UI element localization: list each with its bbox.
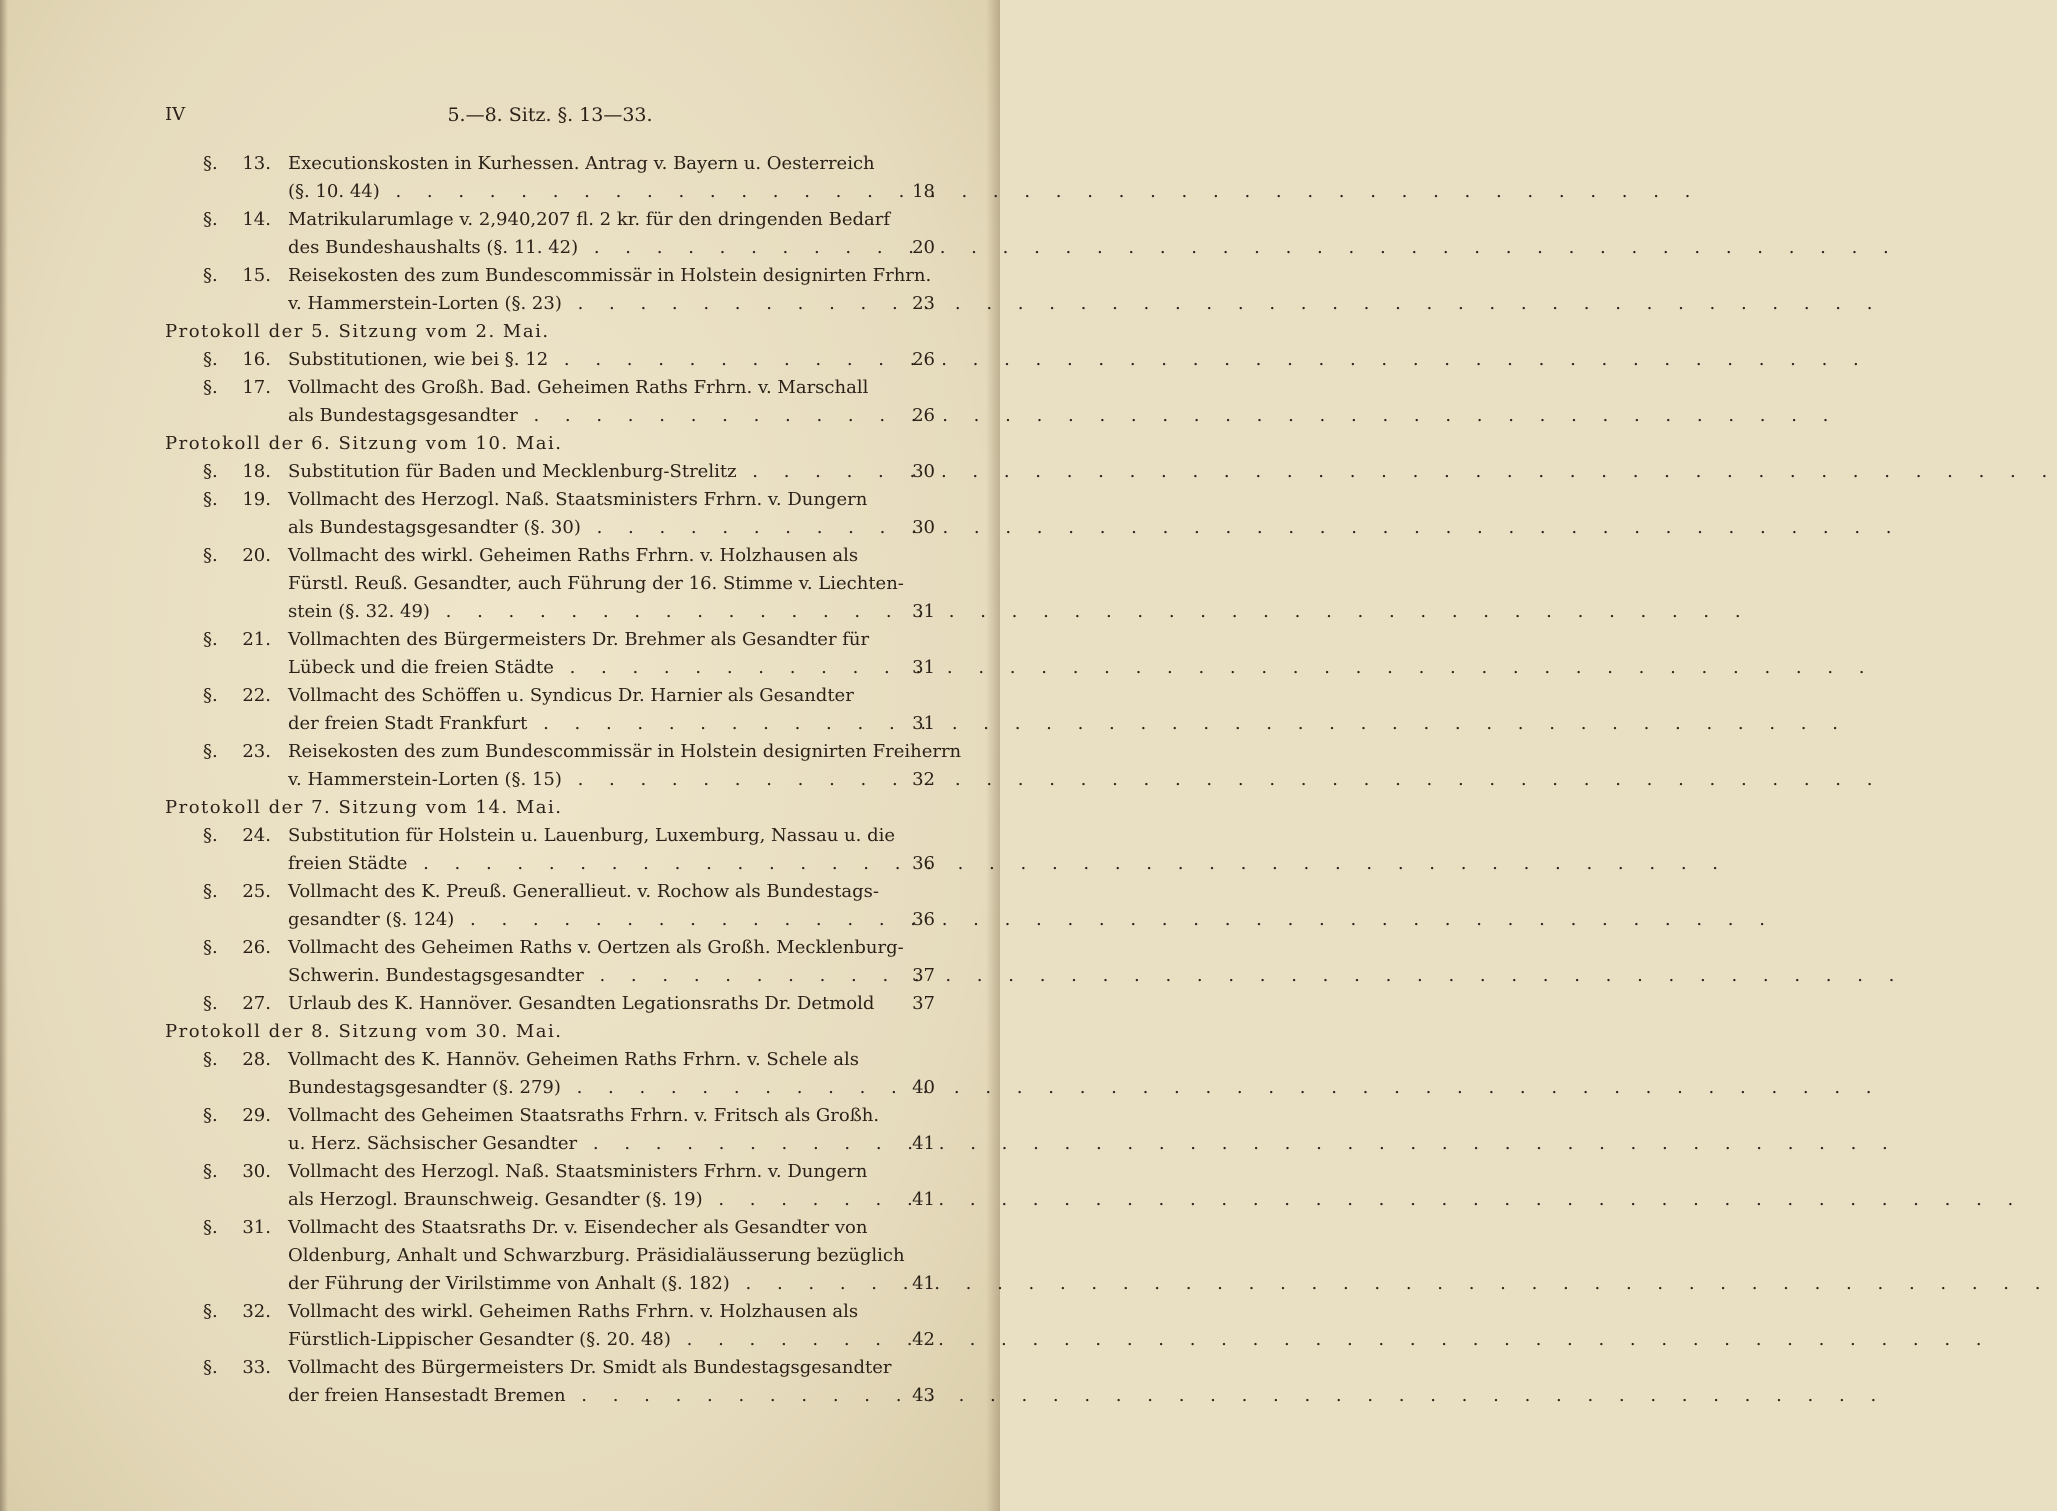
entry-line: als Herzogl. Braunschweig. Gesandter (§. 19) . . . (288, 1186, 865, 1214)
toc-entry (165, 990, 935, 1018)
entry-line: Vollmacht des Herzogl. Naß. Staatsministers Frhrn. v. Dungern (288, 1161, 868, 1182)
section-number: 13. (242, 153, 271, 174)
entry-text (288, 878, 879, 934)
toc-entry (165, 486, 935, 542)
section-sign: §. (203, 1217, 218, 1238)
section-number: 18. (242, 461, 271, 482)
page-reference: 30 (912, 461, 935, 482)
entry-line: Urlaub des K. Hannöver. Gesandten Legationsraths Dr. Detmold (288, 993, 875, 1014)
entry-line: gesandter (§. 124) . . . (288, 906, 865, 934)
entry-text (288, 458, 865, 486)
section-sign: §. (203, 461, 218, 482)
toc-entry (165, 542, 935, 626)
toc-entry (165, 150, 935, 206)
page-reference: 43 (912, 1385, 935, 1406)
section-number: 17. (242, 377, 271, 398)
entry-line: Vollmacht des wirkl. Geheimen Raths Frhrn. v. Holzhausen als (288, 1301, 859, 1322)
toc-entry (165, 1354, 935, 1410)
entry-line: Reisekosten des zum Bundescommissär in Holstein designirten Frhrn. (288, 265, 932, 286)
section-sign: §. (203, 825, 218, 846)
section-number: 28. (242, 1049, 271, 1070)
entry-text (288, 374, 869, 430)
section-number: 21. (242, 629, 271, 650)
toc-entry (165, 934, 935, 990)
page-reference: 31 (912, 657, 935, 678)
entry-line: Oldenburg, Anhalt und Schwarzburg. Präsidialäusserung bezüglich (288, 1245, 905, 1266)
section-sign: §. (203, 153, 218, 174)
section-number: 31. (242, 1217, 271, 1238)
toc-entry (165, 1158, 935, 1214)
section-number: 22. (242, 685, 271, 706)
entry-line: Fürstl. Reuß. Gesandter, auch Führung der 16. Stimme v. Liechten- (288, 573, 904, 594)
entry-line: Vollmacht des Staatsraths Dr. v. Eisendecher als Gesandter von (288, 1217, 868, 1238)
page-reference: 41 (912, 1133, 935, 1154)
toc-entry (165, 738, 962, 794)
entry-line: Vollmacht des Großh. Bad. Geheimen Raths Frhrn. v. Marschall (288, 377, 869, 398)
section-sign: §. (203, 545, 218, 566)
entry-line: als Bundestagsgesandter . . . (288, 402, 865, 430)
entry-line: Vollmacht des K. Hannöv. Geheimen Raths Frhrn. v. Schele als (288, 1049, 859, 1070)
page-header (165, 100, 935, 132)
section-number: 19. (242, 489, 271, 510)
toc-entry (165, 682, 935, 738)
book-page (0, 0, 1000, 1511)
toc-entry (165, 1214, 935, 1298)
entry-line: Vollmachten des Bürgermeisters Dr. Brehmer als Gesandter für (288, 629, 870, 650)
entry-text (288, 1046, 865, 1102)
page-reference: 31 (912, 713, 935, 734)
entry-line: Matrikularumlage v. 2,940,207 fl. 2 kr. für den dringenden Bedarf (288, 209, 891, 230)
entry-text (288, 542, 904, 626)
section-number: 14. (242, 209, 271, 230)
page-shadow-left (0, 0, 8, 1511)
entry-line: der freien Hansestadt Bremen . . . (288, 1382, 865, 1410)
toc-entry (165, 346, 935, 374)
entry-line: Reisekosten des zum Bundescommissär in Holstein designirten Freiherrn (288, 741, 962, 762)
entry-line: Vollmacht des Bürgermeisters Dr. Smidt als Bundestagsgesandter (288, 1357, 892, 1378)
entry-line: Vollmacht des wirkl. Geheimen Raths Frhrn. v. Holzhausen als (288, 545, 859, 566)
entry-text (288, 626, 870, 682)
entry-text (288, 934, 904, 990)
entry-line: Substitution für Holstein u. Lauenburg, Luxemburg, Nassau u. die (288, 825, 896, 846)
entry-line: Vollmacht des Geheimen Raths v. Oertzen als Großh. Mecklenburg- (288, 937, 904, 958)
section-sign: §. (203, 993, 218, 1014)
entry-line: u. Herz. Sächsischer Gesandter . . . (288, 1130, 865, 1158)
page-reference: 32 (912, 769, 935, 790)
section-number: 20. (242, 545, 271, 566)
entry-line: des Bundeshaushalts (§. 11. 42) . . . (288, 234, 865, 262)
page-reference: 26 (912, 405, 935, 426)
section-number: 16. (242, 349, 271, 370)
entry-line: der Führung der Virilstimme von Anhalt (§. 182) . . . (288, 1270, 865, 1298)
entry-text (288, 262, 932, 318)
section-number: 26. (242, 937, 271, 958)
entry-text (288, 1354, 892, 1410)
section-sign: §. (203, 741, 218, 762)
page-reference: 31 (912, 601, 935, 622)
section-number: 27. (242, 993, 271, 1014)
entry-line: Vollmacht des Geheimen Staatsraths Frhrn. v. Fritsch als Großh. (288, 1105, 880, 1126)
protocol-heading: Protokoll der 7. Sitzung vom 14. Mai. (165, 797, 563, 818)
section-sign: §. (203, 629, 218, 650)
section-sign: §. (203, 265, 218, 286)
entry-line: stein (§. 32. 49) . . . (288, 598, 865, 626)
entry-line: Substitution für Baden und Mecklenburg-Strelitz . . . (288, 458, 865, 486)
toc-entry (165, 626, 935, 682)
toc-entry (165, 374, 935, 430)
entry-text (288, 486, 868, 542)
page-reference: 41 (912, 1189, 935, 1210)
page-reference: 40 (912, 1077, 935, 1098)
section-sign: §. (203, 349, 218, 370)
page-reference: 26 (912, 349, 935, 370)
toc-entry (165, 878, 935, 934)
entry-line: als Bundestagsgesandter (§. 30) . . . (288, 514, 865, 542)
toc-entry (165, 458, 935, 486)
entry-text (288, 346, 865, 374)
entry-text (288, 1214, 905, 1298)
toc-entry (165, 822, 935, 878)
entry-text (288, 206, 891, 262)
protocol-heading: Protokoll der 5. Sitzung vom 2. Mai. (165, 321, 550, 342)
section-number: 24. (242, 825, 271, 846)
entry-text (288, 682, 865, 738)
toc-entry (165, 1298, 935, 1354)
section-sign: §. (203, 377, 218, 398)
entry-text (288, 1158, 868, 1214)
page-reference: 42 (912, 1329, 935, 1350)
section-number: 29. (242, 1105, 271, 1126)
section-sign: §. (203, 209, 218, 230)
section-sign: §. (203, 685, 218, 706)
toc-entry (165, 1046, 935, 1102)
section-number: 15. (242, 265, 271, 286)
page-reference: 37 (912, 965, 935, 986)
entry-line: Vollmacht des K. Preuß. Generallieut. v. Rochow als Bundestags- (288, 881, 879, 902)
page-reference: 36 (912, 909, 935, 930)
toc-entry (165, 262, 935, 318)
page-reference: 20 (912, 237, 935, 258)
page-reference: 18 (912, 181, 935, 202)
entry-text (288, 822, 896, 878)
section-sign: §. (203, 489, 218, 510)
page-reference: 41 (912, 1273, 935, 1294)
entry-line: Substitutionen, wie bei §. 12 . . . (288, 346, 865, 374)
protocol-heading: Protokoll der 8. Sitzung vom 30. Mai. (165, 1021, 563, 1042)
entry-line: Schwerin. Bundestagsgesandter . . . (288, 962, 865, 990)
entry-line: (§. 10. 44) . . . (288, 178, 865, 206)
section-number: 23. (242, 741, 271, 762)
running-title: 5.—8. Sitz. §. 13—33. (447, 104, 653, 126)
section-sign: §. (203, 881, 218, 902)
entry-text (288, 150, 875, 206)
page-reference: 23 (912, 293, 935, 314)
toc-entry (165, 206, 935, 262)
entry-text (288, 990, 875, 1018)
entry-line: v. Hammerstein-Lorten (§. 23) . . . (288, 290, 865, 318)
table-of-contents (165, 150, 962, 1410)
section-sign: §. (203, 937, 218, 958)
section-number: 32. (242, 1301, 271, 1322)
entry-text (288, 1102, 880, 1158)
section-sign: §. (203, 1049, 218, 1070)
page-reference: 30 (912, 517, 935, 538)
entry-line: v. Hammerstein-Lorten (§. 15) . . . (288, 766, 865, 794)
page-reference: 36 (912, 853, 935, 874)
entry-line: Vollmacht des Herzogl. Naß. Staatsministers Frhrn. v. Dungern (288, 489, 868, 510)
toc-entry (165, 1102, 935, 1158)
protocol-heading: Protokoll der 6. Sitzung vom 10. Mai. (165, 433, 563, 454)
entry-line: freien Städte . . . (288, 850, 865, 878)
section-sign: §. (203, 1301, 218, 1322)
entry-line: Vollmacht des Schöffen u. Syndicus Dr. Harnier als Gesandter (288, 685, 854, 706)
entry-line: Lübeck und die freien Städte . . . (288, 654, 865, 682)
entry-line: Executionskosten in Kurhessen. Antrag v. Bayern u. Oesterreich (288, 153, 875, 174)
section-number: 25. (242, 881, 271, 902)
entry-text (288, 1298, 865, 1354)
section-sign: §. (203, 1105, 218, 1126)
section-sign: §. (203, 1161, 218, 1182)
section-number: 30. (242, 1161, 271, 1182)
page-number: IV (165, 104, 186, 125)
page-reference: 37 (912, 993, 935, 1014)
entry-line: Bundestagsgesandter (§. 279) . . . (288, 1074, 865, 1102)
section-sign: §. (203, 1357, 218, 1378)
entry-line: Fürstlich-Lippischer Gesandter (§. 20. 48) . . . (288, 1326, 865, 1354)
entry-line: der freien Stadt Frankfurt . . . (288, 710, 865, 738)
section-number: 33. (242, 1357, 271, 1378)
